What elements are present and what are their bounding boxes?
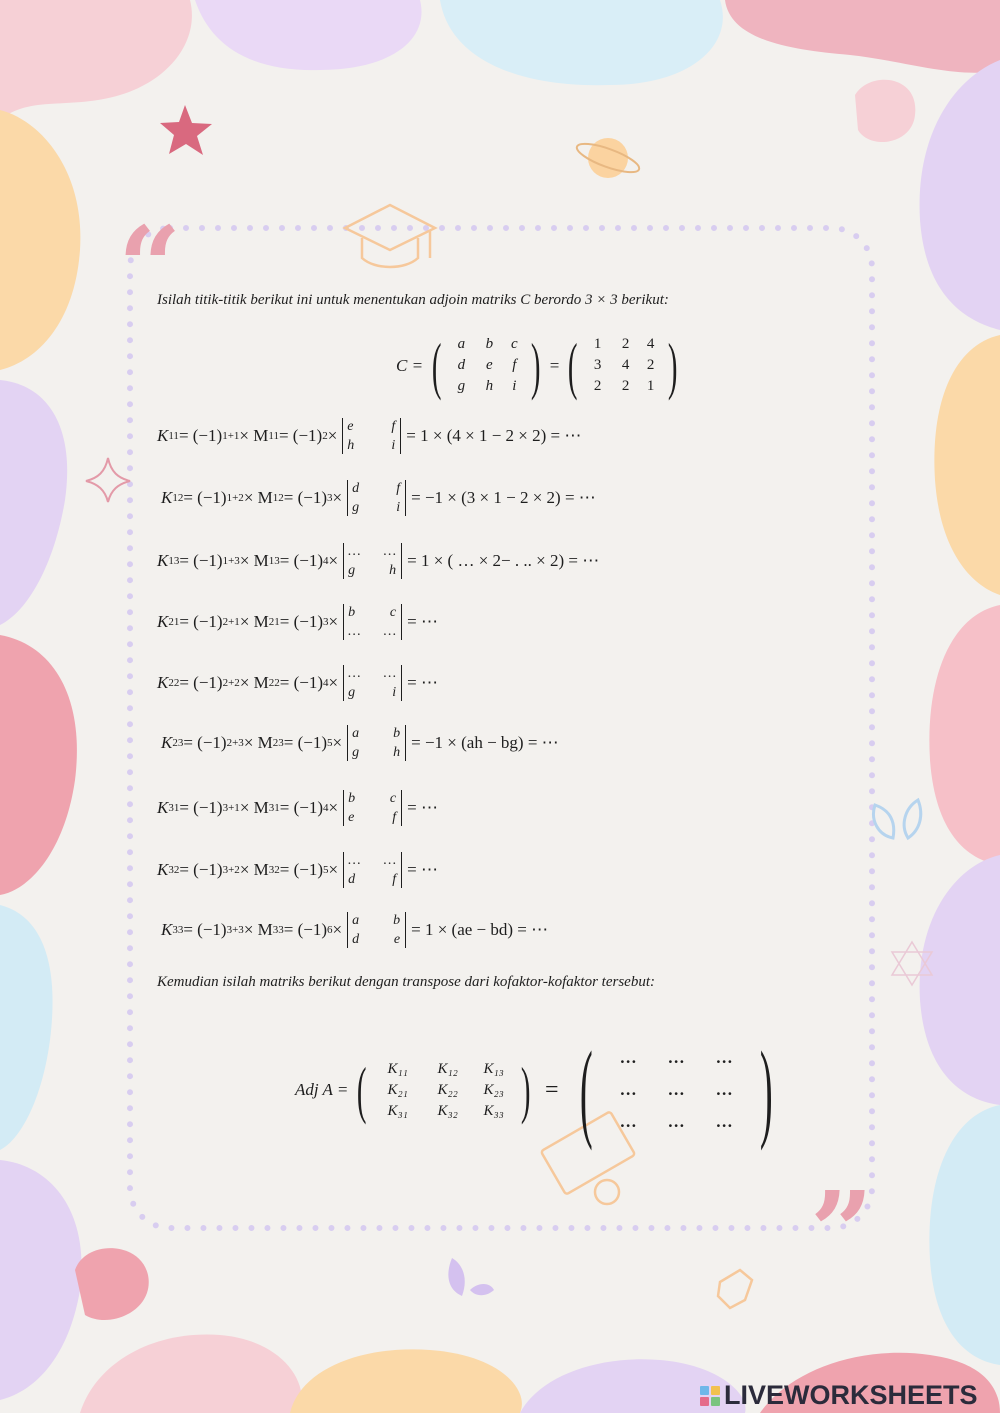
cofactor-result: = ⋯: [407, 612, 438, 631]
cofactor-row-31: [157, 790, 438, 826]
cofactor-symbol: K: [161, 488, 173, 507]
power-base: = (−1): [283, 920, 328, 939]
cofactor-base: = (−1): [178, 426, 223, 445]
power-exponent: 3: [327, 492, 333, 504]
cofactor-base: = (−1): [179, 612, 223, 631]
logo-block-3: [700, 1397, 709, 1406]
times-sign: ×: [328, 798, 339, 817]
cofactor-exponent: 2+2: [222, 677, 240, 689]
determinant-cell-0: …: [348, 666, 361, 681]
determinant-cell-2: …: [348, 624, 361, 639]
matrix-c-values: ( 1 2 4 3 4 2 2 2 1 ): [568, 329, 678, 401]
cofactor-symbol: K: [157, 860, 169, 879]
matrix-c-value-cell-2: 4: [646, 336, 655, 352]
power-exponent: 4: [323, 677, 329, 689]
minor-determinant: [347, 725, 406, 761]
determinant-cell-0: …: [348, 544, 361, 559]
determinant-cell-1: f: [396, 481, 401, 496]
matrix-c-letter-cell-1: b: [485, 336, 494, 352]
matrix-c-value-cell-0: 1: [593, 336, 602, 352]
minor-symbol: × M: [243, 920, 273, 939]
cofactor-symbol: K: [157, 612, 169, 631]
adjoint-blank-cell-5: …: [715, 1080, 733, 1099]
power-base: = (−1): [279, 860, 324, 879]
power-exponent: 5: [323, 864, 329, 876]
determinant-cell-0: b: [348, 605, 356, 620]
minor-subscript: 13: [268, 555, 280, 567]
determinant-cell-2: d: [348, 872, 356, 887]
power-base: = (−1): [279, 551, 324, 570]
power-base: = (−1): [279, 673, 324, 692]
determinant-cell-2: g: [348, 685, 356, 700]
determinant-cell-0: b: [348, 791, 356, 806]
cofactor-subscript: 23: [172, 737, 184, 749]
minor-determinant: [343, 852, 402, 888]
power-exponent: 6: [327, 924, 333, 936]
times-sign: ×: [328, 612, 339, 631]
minor-subscript: 23: [272, 737, 284, 749]
minor-determinant: [347, 912, 406, 948]
adjoint-entry-cell-8: K₃₃: [483, 1102, 504, 1119]
adjoint-blank-cell-8: …: [715, 1112, 733, 1131]
determinant-cell-0: a: [352, 913, 360, 928]
logo-blocks-icon: [700, 1386, 720, 1406]
determinant-cell-1: f: [391, 419, 396, 434]
adjoint-entry-cell-1: K₁₂: [437, 1060, 458, 1077]
cofactor-exponent: 3+1: [222, 802, 240, 814]
determinant-cell-3: i: [396, 500, 401, 515]
cofactor-subscript: 31: [168, 802, 180, 814]
logo-block-2: [711, 1386, 720, 1395]
times-sign: ×: [332, 733, 343, 752]
adjoint-entry-cell-4: K₂₂: [437, 1081, 458, 1098]
cofactor-exponent: 2+1: [222, 616, 240, 628]
times-sign: ×: [332, 920, 343, 939]
minor-subscript: 11: [268, 430, 279, 442]
cofactor-result: = 1 × (4 × 1 − 2 × 2) = ⋯: [406, 426, 582, 445]
minor-symbol: × M: [243, 733, 273, 752]
determinant-cell-0: e: [347, 419, 354, 434]
cofactor-row-12: [161, 480, 596, 516]
cofactor-result: = ⋯: [407, 860, 438, 879]
determinant-cell-2: g: [352, 745, 360, 760]
adjoint-entry-cell-0: K₁₁: [387, 1060, 408, 1077]
determinant-cell-0: d: [352, 481, 360, 496]
matrix-c-letter-cell-5: f: [512, 357, 517, 373]
minor-subscript: 32: [268, 864, 280, 876]
cofactor-exponent: 1+2: [226, 492, 244, 504]
cofactor-exponent: 1+1: [222, 430, 240, 442]
minor-symbol: × M: [239, 426, 269, 445]
cofactor-result: = −1 × (ah − bg) = ⋯: [411, 733, 559, 752]
determinant-cell-0: a: [352, 726, 360, 741]
determinant-cell-3: i: [392, 685, 397, 700]
determinant-cell-3: h: [389, 563, 397, 578]
cofactor-row-21: [157, 604, 438, 640]
times-sign: ×: [328, 860, 339, 879]
minor-symbol: × M: [239, 551, 269, 570]
cofactor-symbol: K: [157, 426, 169, 445]
cofactor-result: = ⋯: [407, 673, 438, 692]
minor-subscript: 21: [268, 616, 280, 628]
cofactor-base: = (−1): [179, 860, 223, 879]
adjoint-label: Adj A =: [295, 1080, 349, 1099]
determinant-cell-1: …: [383, 544, 397, 559]
liveworksheets-logo: [700, 1380, 978, 1411]
determinant-cell-2: g: [348, 563, 356, 578]
cofactor-subscript: 21: [168, 616, 180, 628]
cofactor-symbol: K: [157, 551, 169, 570]
minor-symbol: × M: [239, 860, 269, 879]
determinant-cell-2: g: [352, 500, 360, 515]
power-exponent: 4: [323, 555, 329, 567]
matrix-c-value-cell-4: 4: [621, 357, 630, 373]
cofactor-symbol: K: [157, 798, 169, 817]
cofactor-base: = (−1): [179, 798, 223, 817]
power-exponent: 3: [323, 616, 329, 628]
power-base: = (−1): [283, 733, 328, 752]
determinant-cell-1: b: [393, 913, 401, 928]
adjoint-entry-cell-2: K₁₃: [483, 1060, 504, 1077]
matrix-c-letter-cell-8: i: [512, 378, 517, 394]
minor-subscript: 12: [272, 492, 284, 504]
matrix-c-letter-cell-7: h: [485, 378, 494, 394]
cofactor-exponent: 2+3: [226, 737, 244, 749]
power-base: = (−1): [279, 612, 324, 631]
matrix-c-letter-cell-3: d: [457, 357, 466, 373]
matrix-c-letters: ( a b c d e f g h i ): [431, 329, 541, 401]
determinant-cell-1: …: [383, 853, 397, 868]
matrix-c-value-cell-5: 2: [646, 357, 655, 373]
matrix-c-value-cell-3: 3: [593, 357, 602, 373]
cofactor-exponent: 3+3: [226, 924, 244, 936]
determinant-cell-1: b: [393, 726, 401, 741]
adjoint-blank-cell-1: …: [667, 1048, 685, 1067]
power-base: = (−1): [279, 798, 324, 817]
adjoint-blank-cell-4: …: [667, 1080, 685, 1099]
matrix-c-letter-cell-0: a: [457, 336, 466, 352]
minor-determinant: [343, 543, 402, 579]
power-exponent: 2: [322, 430, 328, 442]
adjoint-equation: [295, 1029, 788, 1151]
adjoint-entry-cell-5: K₂₃: [483, 1081, 504, 1098]
minor-symbol: × M: [239, 612, 269, 631]
determinant-cell-2: h: [347, 438, 355, 453]
determinant-cell-1: …: [383, 666, 397, 681]
cofactor-row-32: [157, 852, 438, 888]
cofactor-subscript: 33: [172, 924, 184, 936]
minor-symbol: × M: [243, 488, 273, 507]
cofactor-subscript: 11: [168, 430, 179, 442]
cofactor-base: = (−1): [183, 488, 227, 507]
cofactor-result: = 1 × (ae − bd) = ⋯: [411, 920, 549, 939]
determinant-cell-3: f: [392, 810, 397, 825]
times-sign: ×: [332, 488, 343, 507]
adjoint-entry-cell-7: K₃₂: [437, 1102, 458, 1119]
minor-symbol: × M: [239, 673, 269, 692]
determinant-cell-2: d: [352, 932, 360, 947]
logo-text: LIVEWORKSHEETS: [724, 1380, 978, 1410]
adjoint-answer-matrix: ( … … … … … … … … … ): [579, 1029, 773, 1151]
minor-determinant: [342, 418, 401, 454]
power-base: = (−1): [278, 426, 323, 445]
matrix-c-letter-cell-2: c: [511, 336, 518, 352]
logo-block-4: [711, 1397, 720, 1406]
cofactor-row-23: [161, 725, 559, 761]
cofactor-symbol: K: [161, 920, 173, 939]
cofactor-subscript: 32: [168, 864, 180, 876]
determinant-cell-3: e: [393, 932, 401, 947]
matrix-c-equation: [396, 329, 686, 401]
determinant-cell-0: …: [348, 853, 361, 868]
cofactor-row-13: [157, 543, 599, 579]
minor-determinant: [347, 480, 406, 516]
cofactor-base: = (−1): [183, 920, 227, 939]
cofactor-subscript: 13: [168, 555, 180, 567]
adjoint-blank-cell-7: …: [667, 1112, 685, 1131]
adjoint-blank-cell-0: …: [619, 1048, 637, 1067]
determinant-cell-3: …: [383, 624, 397, 639]
cofactor-exponent: 3+2: [222, 864, 240, 876]
cofactor-row-22: [157, 665, 438, 701]
power-exponent: 5: [327, 737, 333, 749]
power-exponent: 4: [323, 802, 329, 814]
matrix-c-value-cell-8: 1: [646, 378, 655, 394]
cofactor-exponent: 1+3: [222, 555, 240, 567]
close-quote-icon: ”: [810, 1167, 874, 1296]
determinant-cell-3: f: [392, 872, 397, 887]
cofactor-symbol: K: [157, 673, 169, 692]
instruction-top: Isilah titik-titik berikut ini untuk menentukan adjoin matriks C berordo 3 × 3 berikut:: [157, 292, 669, 308]
matrix-c-value-cell-6: 2: [593, 378, 602, 394]
minor-determinant: [343, 790, 402, 826]
matrix-c-value-cell-1: 2: [621, 336, 630, 352]
minor-subscript: 33: [272, 924, 284, 936]
open-quote-icon: “: [118, 202, 182, 331]
adjoint-entry-cell-3: K₂₁: [387, 1081, 408, 1098]
determinant-cell-3: i: [391, 438, 396, 453]
power-base: = (−1): [283, 488, 328, 507]
adjoint-entry-cell-6: K₃₁: [387, 1102, 408, 1119]
matrix-c-letter-cell-4: e: [486, 357, 493, 373]
minor-determinant: [343, 604, 402, 640]
cofactor-subscript: 12: [172, 492, 184, 504]
minor-determinant: [343, 665, 402, 701]
logo-block-1: [700, 1386, 709, 1395]
adjoint-blank-cell-3: …: [619, 1080, 637, 1099]
cofactor-subscript: 22: [168, 677, 180, 689]
cofactor-base: = (−1): [179, 551, 223, 570]
times-sign: ×: [328, 673, 339, 692]
instruction-bottom: Kemudian isilah matriks berikut dengan transpose dari kofaktor-kofaktor tersebut:: [157, 974, 655, 990]
determinant-cell-2: e: [348, 810, 355, 825]
minor-subscript: 31: [268, 802, 280, 814]
cofactor-row-11: [157, 418, 581, 454]
adjoint-k-matrix: ( K₁₁ K₁₂ K₁₃ K₂₁ K₂₂ K₂₃ K₃₁ K₃₂ K₃₃ ): [357, 1054, 531, 1125]
adjoint-blank-cell-2: …: [715, 1048, 733, 1067]
matrix-c-equals: =: [549, 355, 560, 375]
determinant-cell-3: h: [393, 745, 401, 760]
adjoint-equals: =: [544, 1076, 559, 1103]
matrix-c-value-cell-7: 2: [621, 378, 630, 394]
cofactor-result: = ⋯: [407, 798, 438, 817]
determinant-cell-1: c: [389, 605, 397, 620]
times-sign: ×: [328, 551, 339, 570]
cofactor-symbol: K: [161, 733, 173, 752]
cofactor-base: = (−1): [179, 673, 223, 692]
cofactor-result: = −1 × (3 × 1 − 2 × 2) = ⋯: [411, 488, 596, 507]
times-sign: ×: [327, 426, 338, 445]
matrix-c-letter-cell-6: g: [457, 378, 466, 394]
cofactor-row-33: [161, 912, 548, 948]
determinant-cell-1: c: [389, 791, 397, 806]
adjoint-blank-cell-6: …: [619, 1112, 637, 1131]
cofactor-result: = 1 × ( … × 2− . .. × 2) = ⋯: [407, 551, 600, 570]
cofactor-base: = (−1): [183, 733, 227, 752]
minor-symbol: × M: [239, 798, 269, 817]
minor-subscript: 22: [268, 677, 280, 689]
matrix-c-name: C =: [396, 355, 424, 375]
